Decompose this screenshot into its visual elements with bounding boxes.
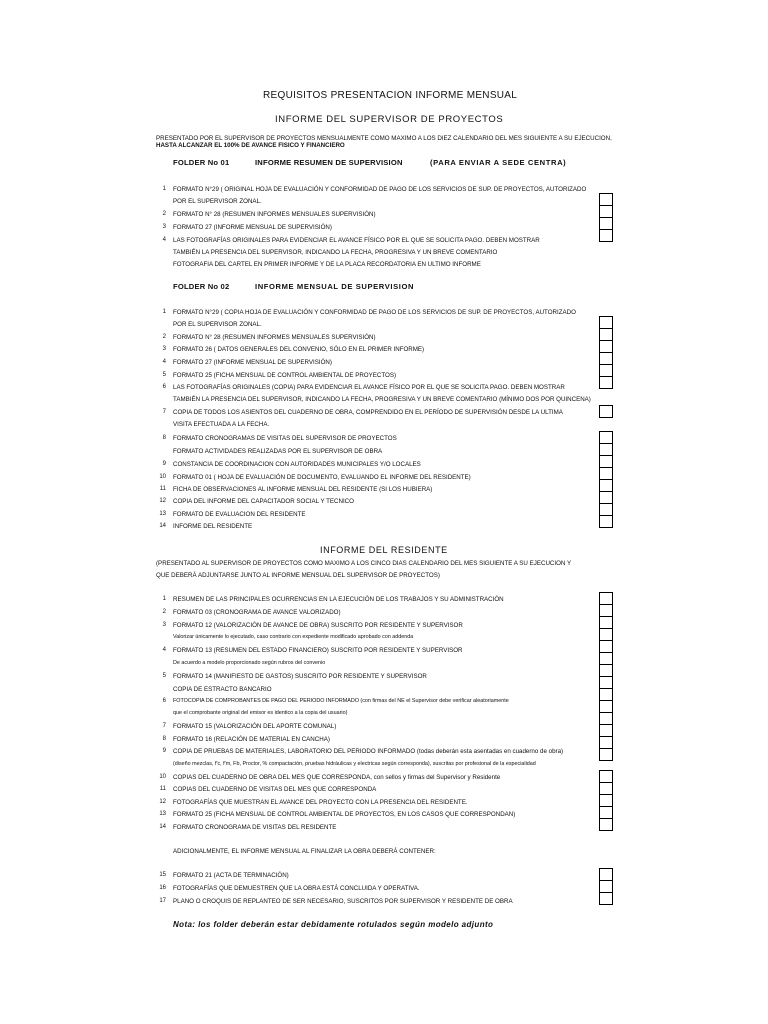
item-text-continuation: TAMBIÉN LA PRESENCIA DEL SUPERVISOR, INDICANDO LA FECHA, PROGRESIVA Y UN BREVE COMENTARIO (MÍNIMO DOS POR QUINCENA) (173, 396, 591, 403)
item-text: LAS FOTOGRAFÍAS ORIGINALES (COPIA) PARA EVIDENCIAR EL AVANCE FÍSICO POR EL QUE SE SOLICITA PAGO. DEBEN MOSTRAR (173, 384, 565, 391)
item-text-continuation: (diseño mezclas, f'c, f'm, Fb, Proctor, % compactación, pruebas hidráulicas y electricas según corresponda), suscritas por profesional de la especialidad (173, 761, 536, 767)
item-number: 8 (162, 435, 166, 441)
folder-1-label: FOLDER No 01 (173, 158, 230, 167)
item-text: RESUMEN DE LAS PRINCIPALES OCURRENCIAS EN LA EJECUCIÓN DE LOS TRABAJOS Y SU ADMINISTRACIÓN (173, 596, 504, 603)
item-number: 8 (162, 736, 166, 742)
item-text: FICHA DE OBSERVACIONES AL INFORME MENSUAL DEL RESIDENTE (SI LOS HUBIERA) (173, 486, 433, 493)
item-number: 4 (162, 647, 166, 653)
folder-2-label: FOLDER No 02 (173, 282, 230, 291)
item-text: FORMATO N°29 ( ORIGINAL HOJA DE EVALUACIÓN Y CONFORMIDAD DE PAGO DE LOS SERVICIOS DE SUP. DE PROYECTOS, AUTORIZADO (173, 186, 587, 193)
item-number: 4 (162, 359, 166, 365)
item-text: FORMATO 25 (FICHA MENSUAL DE CONTROL AMBIENTAL DE PROYECTOS, EN LOS CASOS QUE CORRESPONDAN) (173, 811, 516, 818)
item-text: INFORME DEL RESIDENTE (173, 523, 253, 530)
item-text-continuation: De acuerdo a modelo proporcionado según rubros del convenio (173, 660, 326, 666)
checkbox[interactable] (599, 405, 613, 418)
item-number: 3 (162, 224, 166, 230)
item-number: 5 (162, 372, 166, 378)
item-number: 6 (162, 384, 166, 390)
item-text-continuation: FOTOGRAFIA DEL CARTEL EN PRIMER INFORME Y DE LA PLACA RECORDATORIA EN ULTIMO INFORME (173, 261, 481, 268)
item-number: 17 (159, 898, 166, 904)
item-text: FORMATO 14 (MANIFIESTO DE GASTOS) SUSCRITO POR RESIDENTE Y SUPERVISOR (173, 673, 427, 680)
item-text: COPIAS DEL CUADERNO DE VISITAS DEL MES QUE CORRESPONDA (173, 786, 377, 793)
item-text: FORMATO DE EVALUACION DEL RESIDENTE (173, 511, 306, 518)
folder-1-note: (PARA ENVIAR A SEDE CENTRA) (430, 158, 567, 167)
item-number: 14 (159, 824, 166, 830)
item-text: FORMATO 03 (CRONOGRAMA DE AVANCE VALORIZADO) (173, 609, 341, 616)
item-text: COPIA DEL INFORME DEL CAPACITADOR SOCIAL Y TECNICO (173, 498, 354, 505)
resident-intro-line-1: (PRESENTADO AL SUPERVISOR DE PROYECTOS COMO MAXIMO A LOS CINCO DIAS CALENDARIO DEL MES SIGUIENTE A SU EJECUCION Y (156, 560, 572, 567)
item-number: 12 (159, 498, 166, 504)
item-text: FOTOCOPIA DE COMPROBANTES DE PAGO DEL PERIODO INFORMADO (con firmas del NE el Supervisor debe verificar aleatoriamente (173, 698, 509, 704)
item-text: FORMATO 27 (INFORME MENSUAL DE SUPERVISIÓN) (173, 359, 332, 366)
item-text: FORMATO 01 ( HOJA DE EVALUACIÓN DE DOCUMENTO, EVALUANDO EL INFORME DEL RESIDENTE) (173, 474, 471, 481)
item-number: 10 (159, 774, 166, 780)
item-text: FORMATO N°29 ( COPIA HOJA DE EVALUACIÓN Y CONFORMIDAD DE PAGO DE LOS SERVICIOS DE SUP. DE PROYECTOS, AUTORIZADO (173, 309, 576, 316)
folder-2-title: INFORME MENSUAL DE SUPERVISION (255, 282, 415, 291)
item-text: FORMATO N° 28 (RESUMEN INFORMES MENSUALES SUPERVISIÓN) (173, 211, 376, 218)
item-text: FORMATO CRONOGRAMA DE VISITAS DEL RESIDENTE (173, 824, 337, 831)
item-text-continuation: FORMATO ACTIVIDADES REALIZADAS POR EL SUPERVISOR DE OBRA (173, 448, 383, 455)
item-text-continuation: que el comprobante original del emisor es identico a la copia del usuario) (173, 710, 348, 716)
item-number: 13 (159, 511, 166, 517)
item-number: 4 (162, 237, 166, 243)
item-text: COPIA DE TODOS LOS ASIENTOS DEL CUADERNO DE OBRA, COMPRENDIDO EN EL PERÍODO DE SUPERVISIÓN DESDE LA ULTIMA (173, 409, 563, 416)
item-number: 3 (162, 622, 166, 628)
item-number: 1 (162, 596, 166, 602)
item-number: 16 (159, 885, 166, 891)
item-text-continuation: TAMBIÉN LA PRESENCIA DEL SUPERVISOR, INDICANDO LA FECHA, PROGRESIVA Y UN BREVE COMENTARIO (173, 249, 498, 256)
document-title: REQUISITOS PRESENTACION INFORME MENSUAL (263, 90, 518, 101)
item-text: FORMATO 15 (VALORIZACIÓN DEL APORTE COMUNAL) (173, 723, 337, 730)
item-number: 11 (159, 786, 166, 792)
item-number: 7 (162, 409, 166, 415)
item-number: 3 (162, 346, 166, 352)
item-number: 2 (162, 211, 166, 217)
item-text: FOTOGRAFÍAS QUE DEMUESTREN QUE LA OBRA ESTÁ CONCLUIDA Y OPERATIVA. (173, 885, 420, 892)
item-number: 10 (159, 474, 166, 480)
item-number: 15 (159, 872, 166, 878)
item-number: 12 (159, 799, 166, 805)
item-number: 1 (162, 186, 166, 192)
intro-line-1: PRESENTADO POR EL SUPERVISOR DE PROYECTOS MENSUALMENTE COMO MAXIMO A LOS DIEZ CALENDARIO DEL MES SIGUIENTE A SU EJECUCION, (156, 135, 612, 142)
item-number: 11 (159, 486, 166, 492)
intro-line-2: HASTA ALCANZAR EL 100% DE AVANCE FISICO Y FINANCIERO (156, 142, 345, 149)
item-text: FORMATO CRONOGRAMAS DE VISITAS DEL SUPERVISOR DE PROYECTOS (173, 435, 397, 442)
resident-intro-line-2: QUE DEBERÁ ADJUNTARSE JUNTO AL INFORME MENSUAL DEL SUPERVISOR DE PROYECTOS) (156, 572, 440, 579)
item-number: 9 (162, 748, 166, 754)
item-text: FORMATO 13 (RESUMEN DEL ESTADO FINANCIERO) SUSCRITO POR RESIDENTE Y SUPERVISOR (173, 647, 463, 654)
item-number: 1 (162, 309, 166, 315)
checkbox[interactable] (599, 229, 613, 242)
item-text-continuation: POR EL SUPERVISOR ZONAL. (173, 321, 262, 328)
item-text: FORMATO 16 (RELACIÓN DE MATERIAL EN CANCHA) (173, 736, 330, 743)
checkbox[interactable] (599, 376, 613, 389)
item-text-continuation: VISITA EFECTUADA A LA FECHA. (173, 421, 270, 428)
item-number: 2 (162, 609, 166, 615)
item-text: LAS FOTOGRAFÍAS ORIGINALES PARA EVIDENCIAR EL AVANCE FÍSICO POR EL QUE SE SOLICITA PAGO. DEBEN MOSTRAR (173, 237, 540, 244)
folder-1-title: INFORME RESUMEN DE SUPERVISION (255, 158, 403, 167)
supervisor-report-heading: INFORME DEL SUPERVISOR DE PROYECTOS (275, 114, 504, 125)
item-number: 7 (162, 723, 166, 729)
item-text: PLANO O CROQUIS DE REPLANTEO DE SER NECESARIO, SUSCRITOS POR SUPERVISOR Y RESIDENTE DE OBRA (173, 898, 513, 905)
item-text: FORMATO 26 ( DATOS GENERALES DEL CONVENIO, SÓLO EN EL PRIMER INFORME) (173, 346, 425, 353)
footer-note: Nota: los folder deberán estar debidamente rotulados según modelo adjunto (173, 920, 494, 929)
item-text: COPIAS DEL CUADERNO DE OBRA DEL MES QUE CORRESPONDA, con sellos y firmas del Supervisor y Residente (173, 774, 501, 781)
checkbox[interactable] (599, 748, 613, 761)
item-number: 13 (159, 811, 166, 817)
item-text: FORMATO N° 28 (RESUMEN INFORMES MENSUALES SUPERVISIÓN) (173, 334, 376, 341)
item-text: COPIA DE PRUEBAS DE MATERIALES, LABORATORIO DEL PERIODO INFORMADO (todas deberán esta asentadas en cuaderno de obra) (173, 748, 564, 755)
additional-requirements: ADICIONALMENTE, EL INFORME MENSUAL AL FINALIZAR LA OBRA DEBERÁ CONTENER: (173, 848, 436, 855)
item-text: FORMATO 12 (VALORIZACIÓN DE AVANCE DE OBRA) SUSCRITO POR RESIDENTE Y SUPERVISOR (173, 622, 463, 629)
item-text-continuation: POR EL SUPERVISOR ZONAL. (173, 198, 262, 205)
item-text: CONSTANCIA DE COORDINACION CON AUTORIDADES MUNICIPALES Y/O LOCALES (173, 461, 421, 468)
item-text: FORMATO 21 (ACTA DE TERMINACIÓN) (173, 872, 289, 879)
item-text-continuation: Valorizar únicamente lo ejecutado, caso contrario con expediente modificado aprobado con addenda (173, 634, 414, 640)
item-number: 2 (162, 334, 166, 340)
resident-report-heading: INFORME DEL RESIDENTE (320, 545, 448, 555)
checkbox[interactable] (599, 818, 613, 831)
item-text: FORMATO 25 (FICHA MENSUAL DE CONTROL AMBIENTAL DE PROYECTOS) (173, 372, 397, 379)
item-number: 9 (162, 461, 166, 467)
item-number: 14 (159, 523, 166, 529)
item-number: 6 (162, 698, 166, 704)
item-text: FOTOGRAFÍAS QUE MUESTRAN EL AVANCE DEL PROYECTO CON LA PRESENCIA DEL RESIDENTE. (173, 799, 468, 806)
item-text: FORMATO 27 (INFORME MENSUAL DE SUPERVISIÓN) (173, 224, 332, 231)
checkbox[interactable] (599, 515, 613, 528)
item-text-continuation: COPIA DE ESTRACTO BANCARIO (173, 686, 272, 693)
checkbox[interactable] (599, 892, 613, 905)
item-number: 5 (162, 673, 166, 679)
